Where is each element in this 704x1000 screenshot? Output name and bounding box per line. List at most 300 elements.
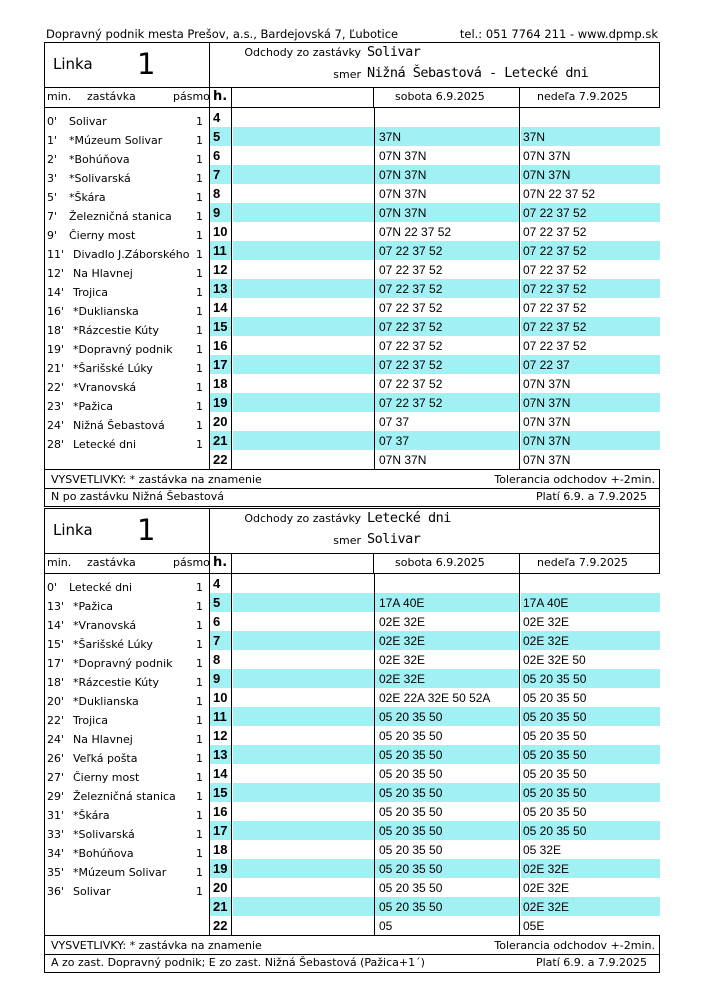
stop-row xyxy=(45,397,207,416)
sunday-departures: 05 20 35 50 xyxy=(521,669,660,688)
stop-zone: 1 xyxy=(196,172,203,185)
hour-row xyxy=(210,916,660,935)
stop-name: *Duklianska xyxy=(73,695,139,708)
stop-zone: 1 xyxy=(196,638,203,651)
saturday-departures: 07 22 37 52 xyxy=(375,317,520,336)
stop-row xyxy=(45,749,207,768)
stop-name: *Dopravný podnik xyxy=(73,657,173,670)
sunday-departures: 07 22 37 52 xyxy=(521,336,660,355)
hour-row xyxy=(210,726,660,745)
legend xyxy=(45,469,659,506)
sunday-departures: 07N 37N xyxy=(521,374,660,393)
stop-name: *Bohúňova xyxy=(69,153,130,166)
hour-cell: 5 xyxy=(210,593,232,612)
hour-cell: 14 xyxy=(210,298,232,317)
stop-name: *Šarišské Lúky xyxy=(73,638,153,651)
from-stop: Solivar xyxy=(367,44,421,60)
company-header xyxy=(46,27,658,43)
line-number: 1 xyxy=(137,513,156,547)
saturday-departures: 05 20 35 50 xyxy=(375,802,520,821)
hour-cell: 21 xyxy=(210,897,232,916)
hour-cell: 11 xyxy=(210,707,232,726)
saturday-departures: 07N 22 37 52 xyxy=(375,222,520,241)
company-name: Dopravný podnik mesta Prešov, a.s., Bardejovská 7, Ľubotice xyxy=(46,27,399,41)
stop-row xyxy=(45,188,207,207)
stop-row xyxy=(45,150,207,169)
stop-zone: 1 xyxy=(196,733,203,746)
stop-minutes: 1' xyxy=(47,134,58,147)
sunday-departures: 07 22 37 52 xyxy=(521,317,660,336)
empty-cell xyxy=(233,279,375,298)
stop-name: *Solivarská xyxy=(73,828,135,841)
sunday-departures: 05 20 35 50 xyxy=(521,707,660,726)
block-header xyxy=(45,43,659,88)
col-zone: pásmo xyxy=(173,90,210,103)
stop-name: Solivar xyxy=(69,115,107,128)
stop-zone: 1 xyxy=(196,600,203,613)
col-zone: pásmo xyxy=(173,556,210,569)
saturday-departures: 07N 37N xyxy=(375,450,520,469)
hour-row xyxy=(210,431,660,450)
sunday-departures: 07 22 37 52 xyxy=(521,222,660,241)
stop-row xyxy=(45,283,207,302)
hour-row xyxy=(210,859,660,878)
stop-zone: 1 xyxy=(196,362,203,375)
stop-name: Nižná Šebastová xyxy=(73,419,165,432)
sunday-departures: 07 22 37 52 xyxy=(521,298,660,317)
stop-name: *Múzeum Solivar xyxy=(73,866,167,879)
stop-name: Veľká pošta xyxy=(73,752,138,765)
stop-minutes: 26' xyxy=(47,752,65,765)
col-saturday: sobota 6.9.2025 xyxy=(395,556,485,569)
hour-cell: 9 xyxy=(210,669,232,688)
col-stop: zastávka xyxy=(87,90,136,103)
sunday-departures: 02E 32E xyxy=(521,897,660,916)
saturday-departures: 05 xyxy=(375,916,520,935)
empty-cell xyxy=(233,336,375,355)
stop-name: Trojica xyxy=(73,286,109,299)
stop-zone: 1 xyxy=(196,714,203,727)
hour-row xyxy=(210,802,660,821)
stop-row xyxy=(45,378,207,397)
stop-minutes: 31' xyxy=(47,809,65,822)
stop-zone: 1 xyxy=(196,400,203,413)
empty-cell xyxy=(233,574,375,593)
stop-zone: 1 xyxy=(196,419,203,432)
stop-row xyxy=(45,635,207,654)
stop-minutes: 24' xyxy=(47,733,65,746)
stop-zone: 1 xyxy=(196,752,203,765)
stop-zone: 1 xyxy=(196,324,203,337)
sunday-departures: 07 22 37 52 xyxy=(521,203,660,222)
departures-label: Odchody zo zastávky xyxy=(244,512,361,525)
legend xyxy=(45,935,659,972)
stop-name: *Pažica xyxy=(73,600,113,613)
empty-cell xyxy=(233,802,375,821)
stop-zone: 1 xyxy=(196,153,203,166)
empty-cell xyxy=(233,412,375,431)
stop-zone: 1 xyxy=(196,847,203,860)
sunday-departures: 02E 32E xyxy=(521,878,660,897)
stop-name: *Múzeum Solivar xyxy=(69,134,163,147)
stop-minutes: 0' xyxy=(47,581,58,594)
sunday-departures: 07N 37N xyxy=(521,431,660,450)
empty-cell xyxy=(233,146,375,165)
empty-cell xyxy=(233,669,375,688)
empty-cell xyxy=(233,241,375,260)
hour-cell: 6 xyxy=(210,146,232,165)
empty-cell xyxy=(233,222,375,241)
hour-row xyxy=(210,336,660,355)
hour-cell: 16 xyxy=(210,336,232,355)
hour-cell: 20 xyxy=(210,878,232,897)
stop-zone: 1 xyxy=(196,191,203,204)
legend-line-1: VYSVETLIVKY: * zastávka na znamenie xyxy=(51,939,262,952)
timetable-block xyxy=(44,42,660,507)
hour-row xyxy=(210,878,660,897)
saturday-departures: 02E 22A 32E 50 52A xyxy=(375,688,520,707)
stop-minutes: 22' xyxy=(47,381,65,394)
stop-row xyxy=(45,131,207,150)
hour-row xyxy=(210,821,660,840)
stop-minutes: 27' xyxy=(47,771,65,784)
hour-cell: 8 xyxy=(210,650,232,669)
col-min: min. xyxy=(47,90,72,103)
saturday-departures: 07 37 xyxy=(375,431,520,450)
hour-row xyxy=(210,241,660,260)
stop-list xyxy=(45,578,207,901)
company-contact: tel.: 051 7764 211 - www.dpmp.sk xyxy=(459,27,658,41)
hour-cell: 10 xyxy=(210,222,232,241)
stop-zone: 1 xyxy=(196,866,203,879)
hour-cell: 22 xyxy=(210,916,232,935)
hour-row xyxy=(210,222,660,241)
stop-row xyxy=(45,416,207,435)
saturday-departures: 05 20 35 50 xyxy=(375,859,520,878)
empty-cell xyxy=(233,298,375,317)
stop-row xyxy=(45,321,207,340)
saturday-departures: 02E 32E xyxy=(375,669,520,688)
stop-minutes: 12' xyxy=(47,267,65,280)
stop-zone: 1 xyxy=(196,115,203,128)
empty-cell xyxy=(233,764,375,783)
hour-row xyxy=(210,707,660,726)
tolerance-note: Tolerancia odchodov +-2min. xyxy=(494,473,655,486)
stop-name: *Škára xyxy=(73,809,110,822)
hour-row xyxy=(210,783,660,802)
hour-cell: 21 xyxy=(210,431,232,450)
saturday-departures: 07 22 37 52 xyxy=(375,336,520,355)
stop-zone: 1 xyxy=(196,134,203,147)
empty-cell xyxy=(233,355,375,374)
stop-minutes: 21' xyxy=(47,362,65,375)
sunday-departures: 05E xyxy=(521,916,660,935)
stop-minutes: 3' xyxy=(47,172,58,185)
saturday-departures: 07N 37N xyxy=(375,165,520,184)
timetable-body xyxy=(45,108,659,469)
hour-cell: 18 xyxy=(210,374,232,393)
hour-row xyxy=(210,745,660,764)
hour-cell: 7 xyxy=(210,165,232,184)
empty-cell xyxy=(233,612,375,631)
saturday-departures: 07 22 37 52 xyxy=(375,298,520,317)
saturday-departures: 07 37 xyxy=(375,412,520,431)
sunday-departures: 07N 37N xyxy=(521,412,660,431)
sunday-departures: 05 32E xyxy=(521,840,660,859)
saturday-departures: 07N 37N xyxy=(375,184,520,203)
stop-minutes: 28' xyxy=(47,438,65,451)
stop-zone: 1 xyxy=(196,828,203,841)
stop-zone: 1 xyxy=(196,343,203,356)
hour-row xyxy=(210,688,660,707)
departure-grid xyxy=(209,108,660,469)
hour-cell: 10 xyxy=(210,688,232,707)
stop-name: Železničná stanica xyxy=(69,210,172,223)
hour-cell: 8 xyxy=(210,184,232,203)
hour-row xyxy=(210,374,660,393)
saturday-departures: 07N 37N xyxy=(375,146,520,165)
empty-cell xyxy=(233,688,375,707)
sunday-departures: 05 20 35 50 xyxy=(521,726,660,745)
stop-zone: 1 xyxy=(196,229,203,242)
saturday-departures: 07 22 37 52 xyxy=(375,279,520,298)
sunday-departures: 07N 37N xyxy=(521,393,660,412)
hour-row xyxy=(210,764,660,783)
linka-label: Linka xyxy=(53,55,93,73)
saturday-departures: 37N xyxy=(375,127,520,146)
stop-name: Solivar xyxy=(73,885,111,898)
empty-cell xyxy=(233,317,375,336)
stop-name: *Rázcestie Kúty xyxy=(73,676,160,689)
hour-row xyxy=(210,127,660,146)
stop-zone: 1 xyxy=(196,695,203,708)
saturday-departures: 02E 32E xyxy=(375,631,520,650)
hour-cell: 9 xyxy=(210,203,232,222)
stop-zone: 1 xyxy=(196,267,203,280)
hour-row xyxy=(210,260,660,279)
empty-cell xyxy=(233,184,375,203)
stop-name: Letecké dni xyxy=(73,438,137,451)
stop-minutes: 11' xyxy=(47,248,65,261)
stop-name: *Vranovská xyxy=(73,381,137,394)
direction-label: smer xyxy=(333,534,361,547)
stop-minutes: 5' xyxy=(47,191,58,204)
col-sunday: nedeľa 7.9.2025 xyxy=(537,90,628,103)
empty-cell xyxy=(233,593,375,612)
hour-cell: 13 xyxy=(210,279,232,298)
stop-row xyxy=(45,207,207,226)
hour-row xyxy=(210,317,660,336)
stop-row xyxy=(45,882,207,901)
hour-cell: 12 xyxy=(210,726,232,745)
sunday-departures: 02E 32E xyxy=(521,631,660,650)
hour-row xyxy=(210,393,660,412)
empty-cell xyxy=(233,878,375,897)
stop-minutes: 2' xyxy=(47,153,58,166)
empty-cell xyxy=(233,859,375,878)
stop-zone: 1 xyxy=(196,676,203,689)
empty-cell xyxy=(233,897,375,916)
stop-minutes: 14' xyxy=(47,619,65,632)
stop-name: Železničná stanica xyxy=(73,790,176,803)
hour-row xyxy=(210,650,660,669)
stop-row xyxy=(45,597,207,616)
stop-minutes: 34' xyxy=(47,847,65,860)
col-sunday: nedeľa 7.9.2025 xyxy=(537,556,628,569)
hour-row xyxy=(210,146,660,165)
validity-note: Platí 6.9. a 7.9.2025 xyxy=(535,956,647,969)
hour-cell: 14 xyxy=(210,764,232,783)
hour-row xyxy=(210,574,660,593)
stop-zone: 1 xyxy=(196,885,203,898)
legend-line-2: A zo zast. Dopravný podnik; E zo zast. Nižná Šebastová (Pažica+1´) xyxy=(51,956,425,969)
stop-zone: 1 xyxy=(196,809,203,822)
empty-cell xyxy=(233,165,375,184)
stop-minutes: 15' xyxy=(47,638,65,651)
saturday-departures: 07 22 37 52 xyxy=(375,241,520,260)
sunday-departures: 02E 32E xyxy=(521,612,660,631)
column-headers xyxy=(45,88,659,108)
stop-zone: 1 xyxy=(196,210,203,223)
stop-minutes: 22' xyxy=(47,714,65,727)
stop-minutes: 0' xyxy=(47,115,58,128)
empty-cell xyxy=(233,393,375,412)
direction: Nižná Šebastová - Letecké dni xyxy=(367,65,589,81)
empty-cell xyxy=(233,707,375,726)
legend-line-2: N po zastávku Nižná Šebastová xyxy=(51,490,225,503)
empty-cell xyxy=(233,650,375,669)
timetable-body xyxy=(45,574,659,935)
empty-cell xyxy=(233,631,375,650)
hour-cell: 4 xyxy=(210,574,232,593)
column-headers xyxy=(45,554,659,574)
empty-cell xyxy=(233,745,375,764)
tolerance-note: Tolerancia odchodov +-2min. xyxy=(494,939,655,952)
stop-name: Čierny most xyxy=(73,771,140,784)
empty-cell xyxy=(233,840,375,859)
stop-minutes: 24' xyxy=(47,419,65,432)
stop-minutes: 35' xyxy=(47,866,65,879)
hour-row xyxy=(210,298,660,317)
stop-name: *Vranovská xyxy=(73,619,137,632)
sunday-departures: 17A 40E xyxy=(521,593,660,612)
divider xyxy=(209,43,210,87)
sunday-departures: 02E 32E 50 xyxy=(521,650,660,669)
saturday-departures: 05 20 35 50 xyxy=(375,726,520,745)
from-stop: Letecké dni xyxy=(367,510,451,526)
hour-row xyxy=(210,355,660,374)
hour-cell: 12 xyxy=(210,260,232,279)
sunday-departures: 07N 37N xyxy=(521,146,660,165)
empty-cell xyxy=(233,821,375,840)
saturday-departures: 05 20 35 50 xyxy=(375,878,520,897)
empty-cell xyxy=(233,127,375,146)
stop-minutes: 14' xyxy=(47,286,65,299)
hour-row xyxy=(210,897,660,916)
hour-cell: 17 xyxy=(210,355,232,374)
stop-minutes: 17' xyxy=(47,657,65,670)
linka-label: Linka xyxy=(53,521,93,539)
hour-row xyxy=(210,612,660,631)
empty-cell xyxy=(233,260,375,279)
empty-cell xyxy=(233,431,375,450)
hour-cell: 19 xyxy=(210,393,232,412)
timetable-block xyxy=(44,508,660,973)
stop-row xyxy=(45,359,207,378)
saturday-departures: 07N 37N xyxy=(375,203,520,222)
saturday-departures: 07 22 37 52 xyxy=(375,374,520,393)
stop-name: *Dopravný podnik xyxy=(73,343,173,356)
hour-row xyxy=(210,108,660,127)
direction: Solivar xyxy=(367,531,421,547)
stop-zone: 1 xyxy=(196,771,203,784)
saturday-departures xyxy=(375,574,520,593)
sunday-departures: 07 22 37 52 xyxy=(521,260,660,279)
stop-row xyxy=(45,711,207,730)
empty-cell xyxy=(233,726,375,745)
stop-name: *Duklianska xyxy=(73,305,139,318)
hour-row xyxy=(210,450,660,469)
sunday-departures: 07N 37N xyxy=(521,165,660,184)
stop-row xyxy=(45,578,207,597)
sunday-departures xyxy=(521,108,660,127)
stop-row xyxy=(45,825,207,844)
stop-row xyxy=(45,616,207,635)
sunday-departures: 05 20 35 50 xyxy=(521,764,660,783)
col-hour: h. xyxy=(213,89,228,104)
hour-row xyxy=(210,203,660,222)
col-min: min. xyxy=(47,556,72,569)
saturday-departures: 07 22 37 52 xyxy=(375,393,520,412)
stop-row xyxy=(45,730,207,749)
stop-name: Divadlo J.Záborského xyxy=(73,248,190,261)
hour-cell: 11 xyxy=(210,241,232,260)
stop-row xyxy=(45,692,207,711)
saturday-departures: 17A 40E xyxy=(375,593,520,612)
sunday-departures: 07N 22 37 52 xyxy=(521,184,660,203)
stop-name: *Škára xyxy=(69,191,106,204)
empty-cell xyxy=(233,783,375,802)
stop-row xyxy=(45,435,207,454)
stop-name: *Bohúňova xyxy=(73,847,134,860)
stop-row xyxy=(45,169,207,188)
saturday-departures: 07 22 37 52 xyxy=(375,355,520,374)
saturday-departures xyxy=(375,108,520,127)
sunday-departures: 37N xyxy=(521,127,660,146)
stop-row xyxy=(45,673,207,692)
stop-row xyxy=(45,806,207,825)
saturday-departures: 05 20 35 50 xyxy=(375,821,520,840)
departures-label: Odchody zo zastávky xyxy=(244,46,361,59)
empty-cell xyxy=(233,108,375,127)
stop-zone: 1 xyxy=(196,619,203,632)
stop-row xyxy=(45,245,207,264)
hour-cell: 15 xyxy=(210,317,232,336)
stop-row xyxy=(45,654,207,673)
saturday-departures: 05 20 35 50 xyxy=(375,897,520,916)
stop-minutes: 33' xyxy=(47,828,65,841)
hour-row xyxy=(210,840,660,859)
stop-name: *Solivarská xyxy=(69,172,131,185)
hour-cell: 15 xyxy=(210,783,232,802)
stop-minutes: 18' xyxy=(47,676,65,689)
sunday-departures: 05 20 35 50 xyxy=(521,783,660,802)
empty-cell xyxy=(233,450,375,469)
stop-minutes: 29' xyxy=(47,790,65,803)
empty-cell xyxy=(233,374,375,393)
empty-cell xyxy=(233,916,375,935)
stop-zone: 1 xyxy=(196,381,203,394)
